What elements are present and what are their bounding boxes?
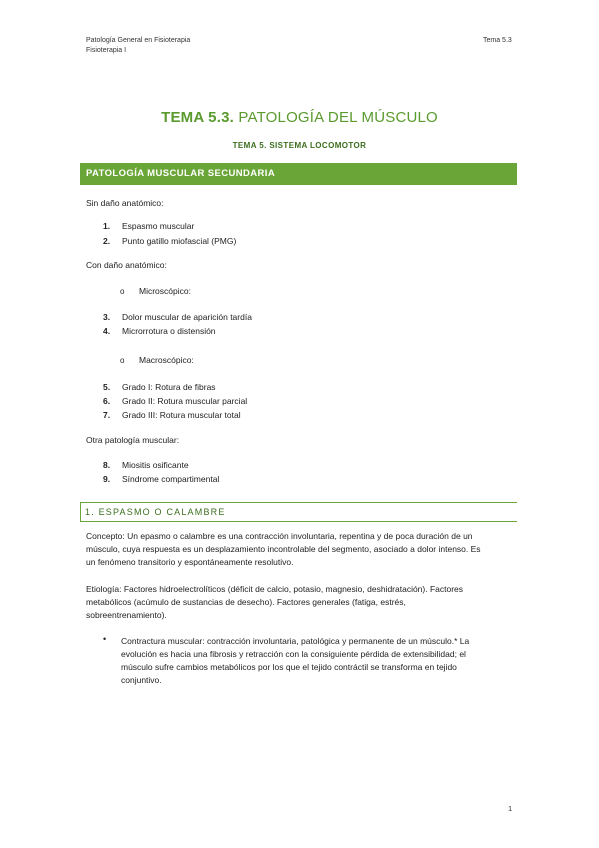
page-number: 1 <box>508 804 513 813</box>
list-item-number: 9. <box>103 474 111 484</box>
contractura-line-2: evolución es hacia una fibrosis y retracción con la consiguiente pérdida de extensibilidad; el <box>121 649 466 659</box>
list-item-number: 2. <box>103 236 111 246</box>
paragraph-line <box>86 530 514 543</box>
paragraph-concepto <box>86 530 514 569</box>
list-item-text: Miositis osificante <box>122 460 189 470</box>
section-heading-espasmo: 1. ESPASMO O CALAMBRE <box>80 502 517 522</box>
running-header-title: Patología General en Fisioterapia <box>86 37 191 44</box>
list-item-text: Microrrotura o distensión <box>122 326 216 336</box>
contractura-line-1: contracción involuntaria, patológica y permanente de un músculo.* La <box>204 636 470 646</box>
list-item-text: Punto gatillo miofascial (PMG) <box>122 236 237 246</box>
list-item-number: 3. <box>103 312 111 322</box>
list-item-number: 4. <box>103 326 111 336</box>
sub-group-label-macro: Macroscópico: <box>139 355 194 365</box>
list-item-number: 1. <box>103 221 111 231</box>
list-item-text: Espasmo muscular <box>122 221 195 231</box>
list-item-number: 6. <box>103 396 111 406</box>
contractura-line-4: conjuntivo. <box>121 675 162 685</box>
page-title-text: PATOLOGÍA DEL MÚSCULO <box>234 109 438 126</box>
contractura-label: Contractura muscular: <box>121 636 205 646</box>
page-subtitle: TEMA 5. SISTEMA LOCOMOTOR <box>232 141 367 150</box>
list-item-text: Grado III: Rotura muscular total <box>122 410 241 420</box>
circle-bullet-icon: o <box>120 287 125 296</box>
group-label-con-dano: Con daño anatómico: <box>86 260 167 270</box>
paragraph-etiologia <box>86 583 514 622</box>
sub-group-label-micro: Microscópico: <box>139 286 191 296</box>
paragraph-contractura <box>121 635 514 687</box>
paragraph-line <box>86 583 514 596</box>
contractura-line-3: músculo sufre cambios metabólicos por los que el tejido contráctil se transforma en tejido <box>121 662 457 672</box>
etiologia-line-1: Factores hidroelectrolíticos (déficit de calcio, potasio, magnesio, deshidratación). Factores <box>121 584 464 594</box>
group-label-otra: Otra patología muscular: <box>86 435 180 445</box>
running-header-subtitle: Fisioterapia I <box>86 47 127 54</box>
group-label-sin-dano: Sin daño anatómico: <box>86 198 164 208</box>
etiologia-line-3: sobreentrenamiento). <box>86 610 167 620</box>
etiologia-label: Etiología: <box>86 584 122 594</box>
list-item-number: 7. <box>103 410 111 420</box>
concepto-line-2: músculo, cuya respuesta es un desplazamiento incontrolable del segmento, asociado a dolor intenso. Es <box>86 544 481 554</box>
concepto-line-3: un fenómeno transitorio y espontáneamente resolutivo. <box>86 557 294 567</box>
etiologia-line-2: metabólicos (acúmulo de sustancias de desecho). Factores generales (fatiga, estrés, <box>86 597 406 607</box>
list-item-text: Grado I: Rotura de fibras <box>122 382 216 392</box>
circle-bullet-icon: o <box>120 356 125 365</box>
list-item-number: 5. <box>103 382 111 392</box>
section-banner: PATOLOGÍA MUSCULAR SECUNDARIA <box>80 163 517 185</box>
list-item-text: Síndrome compartimental <box>122 474 220 484</box>
concepto-label: Concepto: <box>86 531 125 541</box>
list-item-text: Grado II: Rotura muscular parcial <box>122 396 248 406</box>
page-title-number: TEMA 5.3. <box>161 109 235 126</box>
list-item-text: Dolor muscular de aparición tardía <box>122 312 252 322</box>
bullet-dot-icon: • <box>103 634 107 644</box>
concepto-line-1: Un epasmo o calambre es una contracción involuntaria, repentina y de poca duración de un <box>124 531 473 541</box>
paragraph-line <box>121 635 514 648</box>
list-item-number: 8. <box>103 460 111 470</box>
page-title <box>0 109 599 126</box>
running-header-right: Tema 5.3 <box>483 37 512 44</box>
